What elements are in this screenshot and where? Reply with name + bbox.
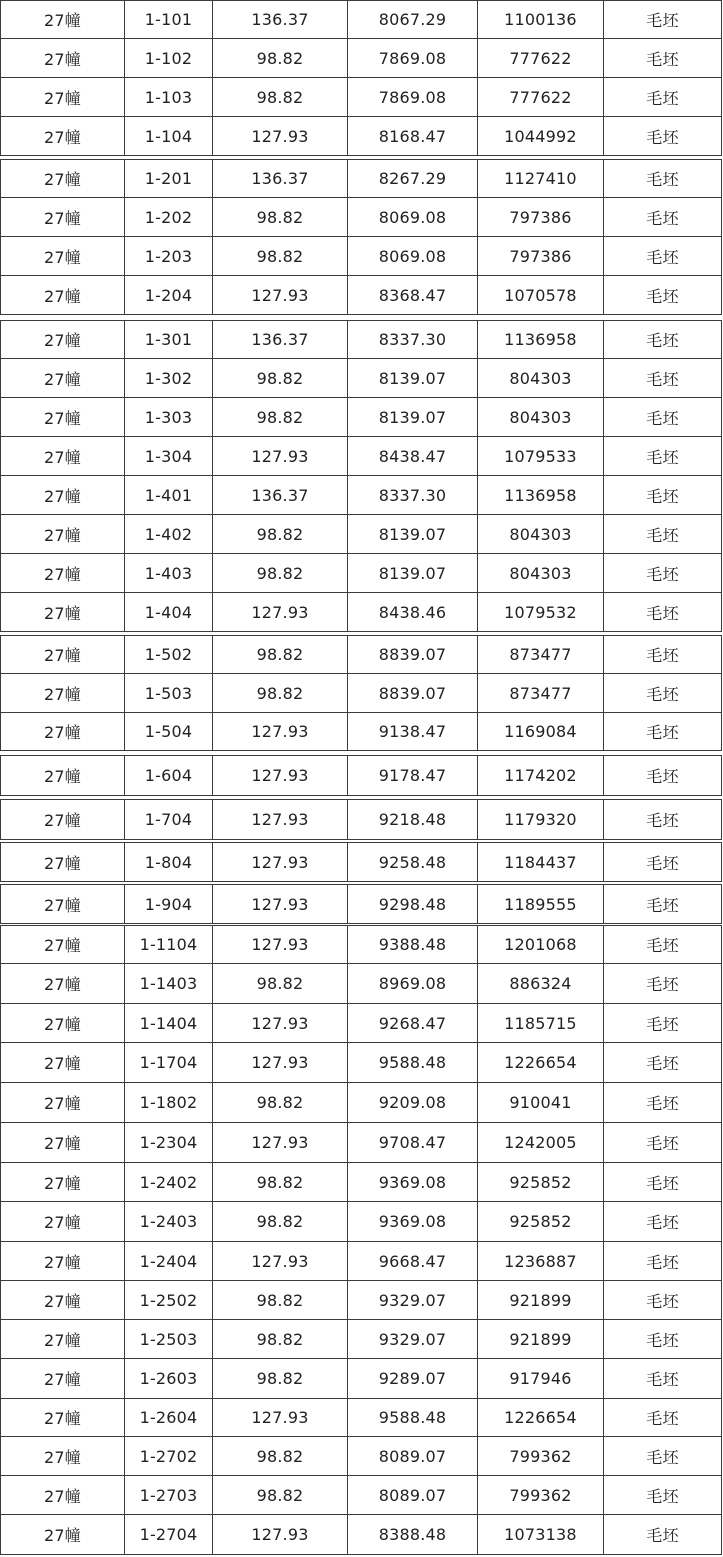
total-price-cell: 804303: [477, 515, 603, 553]
condition-cell: 毛坯: [603, 1281, 722, 1319]
unit-price-cell: 9138.47: [347, 713, 477, 750]
unit-cell: 1-203: [124, 237, 212, 275]
unit-cell: 1-604: [124, 756, 212, 795]
table-row: [0, 1437, 722, 1476]
condition-cell: 毛坯: [603, 1242, 722, 1280]
unit-cell: 1-2702: [124, 1437, 212, 1475]
condition-cell: 毛坯: [603, 593, 722, 631]
unit-price-cell: 9388.48: [347, 926, 477, 963]
condition-cell: 毛坯: [603, 39, 722, 77]
building-cell: 27幢: [0, 437, 124, 475]
unit-cell: 1-2703: [124, 1476, 212, 1514]
table-row: [0, 1281, 722, 1320]
area-cell: 136.37: [212, 1, 347, 38]
table-row: [0, 1202, 722, 1242]
area-cell: 127.93: [212, 593, 347, 631]
area-cell: 98.82: [212, 359, 347, 397]
building-cell: 27幢: [0, 1242, 124, 1280]
building-cell: 27幢: [0, 198, 124, 236]
unit-price-cell: 8089.07: [347, 1476, 477, 1514]
condition-cell: 毛坯: [603, 885, 722, 923]
condition-cell: 毛坯: [603, 117, 722, 155]
building-cell: 27幢: [0, 885, 124, 923]
building-cell: 27幢: [0, 1399, 124, 1436]
total-price-cell: 1136958: [477, 476, 603, 514]
table-row: [0, 1476, 722, 1515]
total-price-cell: 873477: [477, 636, 603, 673]
unit-price-cell: 9218.48: [347, 800, 477, 839]
condition-cell: 毛坯: [603, 1202, 722, 1241]
table-row: [0, 0, 722, 39]
area-cell: 127.93: [212, 800, 347, 839]
table-row: [0, 964, 722, 1004]
condition-cell: 毛坯: [603, 515, 722, 553]
unit-price-cell: 8438.46: [347, 593, 477, 631]
unit-cell: 1-2404: [124, 1242, 212, 1280]
building-cell: 27幢: [0, 1359, 124, 1398]
table-row: [0, 593, 722, 632]
unit-cell: 1-202: [124, 198, 212, 236]
unit-price-cell: 8388.48: [347, 1515, 477, 1554]
building-cell: 27幢: [0, 160, 124, 197]
area-cell: 98.82: [212, 1202, 347, 1241]
condition-cell: 毛坯: [603, 1, 722, 38]
unit-price-cell: 8267.29: [347, 160, 477, 197]
condition-cell: 毛坯: [603, 756, 722, 795]
condition-cell: 毛坯: [603, 1320, 722, 1358]
unit-price-cell: 8337.30: [347, 476, 477, 514]
unit-cell: 1-2603: [124, 1359, 212, 1398]
condition-cell: 毛坯: [603, 398, 722, 436]
table-row: [0, 1163, 722, 1202]
condition-cell: 毛坯: [603, 1437, 722, 1475]
condition-cell: 毛坯: [603, 198, 722, 236]
unit-price-cell: 8337.30: [347, 321, 477, 358]
building-cell: 27幢: [0, 674, 124, 712]
total-price-cell: 910041: [477, 1083, 603, 1122]
table-row: [0, 1083, 722, 1123]
table-row: [0, 799, 722, 840]
unit-cell: 1-1404: [124, 1004, 212, 1042]
condition-cell: 毛坯: [603, 1123, 722, 1162]
unit-price-cell: 7869.08: [347, 39, 477, 77]
area-cell: 127.93: [212, 1043, 347, 1082]
area-cell: 127.93: [212, 1242, 347, 1280]
unit-cell: 1-403: [124, 554, 212, 592]
table-row: [0, 359, 722, 398]
area-cell: 127.93: [212, 437, 347, 475]
table-row: [0, 515, 722, 554]
building-cell: 27幢: [0, 78, 124, 116]
table-row: [0, 1320, 722, 1359]
building-cell: 27幢: [0, 359, 124, 397]
total-price-cell: 1226654: [477, 1043, 603, 1082]
unit-cell: 1-404: [124, 593, 212, 631]
unit-price-cell: 9329.07: [347, 1320, 477, 1358]
unit-price-cell: 8839.07: [347, 674, 477, 712]
total-price-cell: 1136958: [477, 321, 603, 358]
table-row: [0, 39, 722, 78]
unit-price-cell: 9588.48: [347, 1043, 477, 1082]
total-price-cell: 1201068: [477, 926, 603, 963]
unit-cell: 1-302: [124, 359, 212, 397]
area-cell: 127.93: [212, 117, 347, 155]
total-price-cell: 886324: [477, 964, 603, 1003]
building-cell: 27幢: [0, 1202, 124, 1241]
unit-price-cell: 9329.07: [347, 1281, 477, 1319]
area-cell: 127.93: [212, 1004, 347, 1042]
area-cell: 98.82: [212, 398, 347, 436]
condition-cell: 毛坯: [603, 554, 722, 592]
unit-cell: 1-201: [124, 160, 212, 197]
area-cell: 98.82: [212, 39, 347, 77]
table-row: [0, 237, 722, 276]
area-cell: 98.82: [212, 674, 347, 712]
total-price-cell: 1079533: [477, 437, 603, 475]
unit-price-cell: 9178.47: [347, 756, 477, 795]
table-row: [0, 554, 722, 593]
unit-price-cell: 9268.47: [347, 1004, 477, 1042]
total-price-cell: 921899: [477, 1320, 603, 1358]
building-cell: 27幢: [0, 237, 124, 275]
unit-cell: 1-2502: [124, 1281, 212, 1319]
building-cell: 27幢: [0, 1163, 124, 1201]
total-price-cell: 1174202: [477, 756, 603, 795]
unit-price-cell: 9209.08: [347, 1083, 477, 1122]
area-cell: 127.93: [212, 1399, 347, 1436]
total-price-cell: 1184437: [477, 843, 603, 881]
total-price-cell: 1226654: [477, 1399, 603, 1436]
unit-cell: 1-204: [124, 276, 212, 314]
table-row: [0, 674, 722, 713]
table-row: [0, 1399, 722, 1437]
total-price-cell: 1169084: [477, 713, 603, 750]
condition-cell: 毛坯: [603, 160, 722, 197]
condition-cell: 毛坯: [603, 1476, 722, 1514]
total-price-cell: 1189555: [477, 885, 603, 923]
area-cell: 98.82: [212, 237, 347, 275]
area-cell: 98.82: [212, 1281, 347, 1319]
unit-cell: 1-101: [124, 1, 212, 38]
total-price-cell: 804303: [477, 359, 603, 397]
unit-cell: 1-304: [124, 437, 212, 475]
total-price-cell: 804303: [477, 554, 603, 592]
area-cell: 98.82: [212, 1437, 347, 1475]
condition-cell: 毛坯: [603, 843, 722, 881]
condition-cell: 毛坯: [603, 1399, 722, 1436]
building-cell: 27幢: [0, 756, 124, 795]
area-cell: 98.82: [212, 1163, 347, 1201]
area-cell: 127.93: [212, 713, 347, 750]
unit-price-cell: 8069.08: [347, 237, 477, 275]
condition-cell: 毛坯: [603, 1515, 722, 1554]
unit-cell: 1-502: [124, 636, 212, 673]
area-cell: 127.93: [212, 1123, 347, 1162]
area-cell: 127.93: [212, 756, 347, 795]
table-row: [0, 276, 722, 315]
unit-cell: 1-504: [124, 713, 212, 750]
building-cell: 27幢: [0, 1123, 124, 1162]
unit-price-cell: 9298.48: [347, 885, 477, 923]
total-price-cell: 925852: [477, 1202, 603, 1241]
building-cell: 27幢: [0, 1515, 124, 1554]
condition-cell: 毛坯: [603, 964, 722, 1003]
total-price-cell: 804303: [477, 398, 603, 436]
unit-cell: 1-1104: [124, 926, 212, 963]
total-price-cell: 1073138: [477, 1515, 603, 1554]
unit-cell: 1-303: [124, 398, 212, 436]
unit-price-cell: 9588.48: [347, 1399, 477, 1436]
unit-price-cell: 8368.47: [347, 276, 477, 314]
area-cell: 98.82: [212, 964, 347, 1003]
total-price-cell: 1070578: [477, 276, 603, 314]
unit-price-cell: 9708.47: [347, 1123, 477, 1162]
area-cell: 127.93: [212, 1515, 347, 1554]
total-price-cell: 797386: [477, 237, 603, 275]
unit-cell: 1-503: [124, 674, 212, 712]
unit-price-cell: 9289.07: [347, 1359, 477, 1398]
condition-cell: 毛坯: [603, 1359, 722, 1398]
unit-cell: 1-402: [124, 515, 212, 553]
building-cell: 27幢: [0, 1, 124, 38]
building-cell: 27幢: [0, 926, 124, 963]
building-cell: 27幢: [0, 554, 124, 592]
total-price-cell: 799362: [477, 1437, 603, 1475]
table-row: [0, 635, 722, 674]
total-price-cell: 777622: [477, 78, 603, 116]
table-row: [0, 320, 722, 359]
unit-cell: 1-904: [124, 885, 212, 923]
total-price-cell: 1185715: [477, 1004, 603, 1042]
total-price-cell: 1236887: [477, 1242, 603, 1280]
unit-price-cell: 8089.07: [347, 1437, 477, 1475]
total-price-cell: 917946: [477, 1359, 603, 1398]
total-price-cell: 1044992: [477, 117, 603, 155]
unit-price-cell: 9258.48: [347, 843, 477, 881]
total-price-cell: 1079532: [477, 593, 603, 631]
table-row: [0, 476, 722, 515]
unit-cell: 1-804: [124, 843, 212, 881]
building-cell: 27幢: [0, 1043, 124, 1082]
condition-cell: 毛坯: [603, 674, 722, 712]
building-cell: 27幢: [0, 636, 124, 673]
unit-price-cell: 8139.07: [347, 398, 477, 436]
condition-cell: 毛坯: [603, 78, 722, 116]
condition-cell: 毛坯: [603, 359, 722, 397]
area-cell: 98.82: [212, 1083, 347, 1122]
unit-price-cell: 9668.47: [347, 1242, 477, 1280]
condition-cell: 毛坯: [603, 1004, 722, 1042]
condition-cell: 毛坯: [603, 237, 722, 275]
unit-cell: 1-2704: [124, 1515, 212, 1554]
building-cell: 27幢: [0, 593, 124, 631]
table-row: [0, 1242, 722, 1281]
building-cell: 27幢: [0, 964, 124, 1003]
area-cell: 127.93: [212, 276, 347, 314]
condition-cell: 毛坯: [603, 636, 722, 673]
unit-price-cell: 8069.08: [347, 198, 477, 236]
building-cell: 27幢: [0, 117, 124, 155]
unit-cell: 1-401: [124, 476, 212, 514]
unit-price-cell: 8139.07: [347, 515, 477, 553]
area-cell: 136.37: [212, 321, 347, 358]
unit-cell: 1-102: [124, 39, 212, 77]
table-row: [0, 1123, 722, 1163]
table-row: [0, 1004, 722, 1043]
area-cell: 98.82: [212, 554, 347, 592]
building-cell: 27幢: [0, 321, 124, 358]
table-row: [0, 398, 722, 437]
unit-cell: 1-2304: [124, 1123, 212, 1162]
condition-cell: 毛坯: [603, 321, 722, 358]
area-cell: 136.37: [212, 160, 347, 197]
unit-price-cell: 8168.47: [347, 117, 477, 155]
unit-price-cell: 8139.07: [347, 554, 477, 592]
total-price-cell: 921899: [477, 1281, 603, 1319]
table-row: [0, 198, 722, 237]
building-cell: 27幢: [0, 1320, 124, 1358]
condition-cell: 毛坯: [603, 276, 722, 314]
unit-price-cell: 8969.08: [347, 964, 477, 1003]
table-row: [0, 925, 722, 964]
area-cell: 98.82: [212, 1320, 347, 1358]
table-row: [0, 842, 722, 882]
area-cell: 98.82: [212, 198, 347, 236]
condition-cell: 毛坯: [603, 437, 722, 475]
unit-price-cell: 9369.08: [347, 1163, 477, 1201]
area-cell: 98.82: [212, 1476, 347, 1514]
total-price-cell: 1179320: [477, 800, 603, 839]
area-cell: 127.93: [212, 885, 347, 923]
unit-price-cell: 8067.29: [347, 1, 477, 38]
unit-cell: 1-704: [124, 800, 212, 839]
building-cell: 27幢: [0, 713, 124, 750]
building-cell: 27幢: [0, 276, 124, 314]
table-row: [0, 755, 722, 796]
total-price-cell: 1100136: [477, 1, 603, 38]
unit-cell: 1-301: [124, 321, 212, 358]
building-cell: 27幢: [0, 39, 124, 77]
unit-price-cell: 8139.07: [347, 359, 477, 397]
table-row: [0, 437, 722, 476]
building-cell: 27幢: [0, 1281, 124, 1319]
area-cell: 136.37: [212, 476, 347, 514]
table-row: [0, 1515, 722, 1555]
unit-cell: 1-1802: [124, 1083, 212, 1122]
area-cell: 127.93: [212, 926, 347, 963]
unit-price-cell: 7869.08: [347, 78, 477, 116]
unit-cell: 1-104: [124, 117, 212, 155]
condition-cell: 毛坯: [603, 800, 722, 839]
unit-cell: 1-1403: [124, 964, 212, 1003]
condition-cell: 毛坯: [603, 926, 722, 963]
unit-cell: 1-2604: [124, 1399, 212, 1436]
unit-price-cell: 8438.47: [347, 437, 477, 475]
condition-cell: 毛坯: [603, 1043, 722, 1082]
building-cell: 27幢: [0, 398, 124, 436]
table-row: [0, 117, 722, 156]
unit-price-cell: 9369.08: [347, 1202, 477, 1241]
total-price-cell: 1127410: [477, 160, 603, 197]
total-price-cell: 925852: [477, 1163, 603, 1201]
area-cell: 127.93: [212, 843, 347, 881]
total-price-cell: 797386: [477, 198, 603, 236]
building-cell: 27幢: [0, 1476, 124, 1514]
building-cell: 27幢: [0, 476, 124, 514]
condition-cell: 毛坯: [603, 1163, 722, 1201]
unit-cell: 1-103: [124, 78, 212, 116]
unit-cell: 1-2503: [124, 1320, 212, 1358]
area-cell: 98.82: [212, 78, 347, 116]
table-row: [0, 1359, 722, 1399]
area-cell: 98.82: [212, 515, 347, 553]
building-cell: 27幢: [0, 800, 124, 839]
unit-price-cell: 8839.07: [347, 636, 477, 673]
condition-cell: 毛坯: [603, 476, 722, 514]
table-row: [0, 1043, 722, 1083]
building-cell: 27幢: [0, 1004, 124, 1042]
table-row: [0, 159, 722, 198]
unit-cell: 1-2403: [124, 1202, 212, 1241]
total-price-cell: 777622: [477, 39, 603, 77]
building-cell: 27幢: [0, 515, 124, 553]
building-cell: 27幢: [0, 843, 124, 881]
total-price-cell: 799362: [477, 1476, 603, 1514]
area-cell: 98.82: [212, 1359, 347, 1398]
total-price-cell: 873477: [477, 674, 603, 712]
table-row: [0, 884, 722, 924]
building-cell: 27幢: [0, 1083, 124, 1122]
building-cell: 27幢: [0, 1437, 124, 1475]
condition-cell: 毛坯: [603, 713, 722, 750]
total-price-cell: 1242005: [477, 1123, 603, 1162]
unit-cell: 1-2402: [124, 1163, 212, 1201]
table-row: [0, 713, 722, 751]
table-row: [0, 78, 722, 117]
unit-cell: 1-1704: [124, 1043, 212, 1082]
condition-cell: 毛坯: [603, 1083, 722, 1122]
area-cell: 98.82: [212, 636, 347, 673]
